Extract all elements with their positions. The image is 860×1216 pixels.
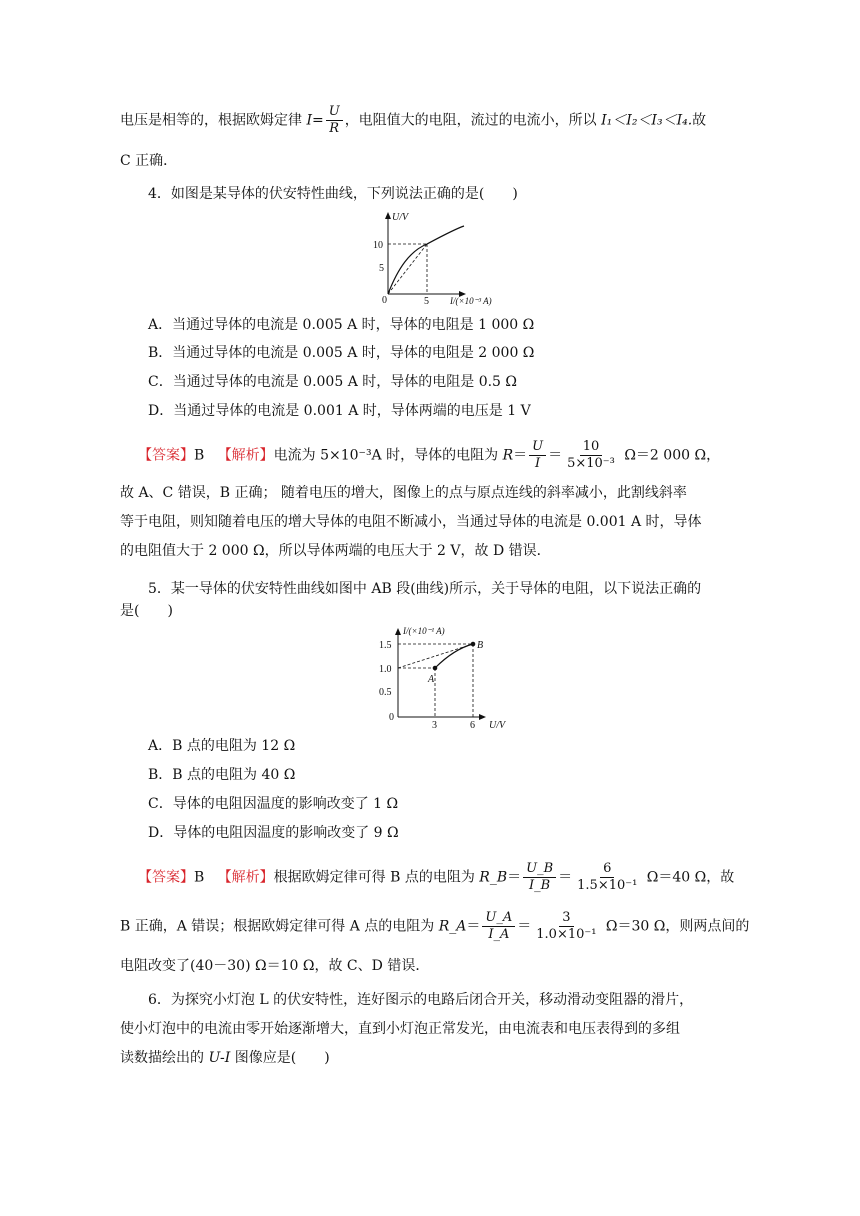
q3-text-b: ，电阻值大的电阻，流过的电流小，所以	[344, 112, 602, 129]
q5-label-a: A	[428, 674, 435, 685]
q5-frac2-den: 1.5×10⁻¹	[577, 878, 638, 893]
q4-option-d: D．当通过导体的电流是 0.001 A 时，导体两端的电压是 1 V	[148, 403, 531, 419]
q5-graph	[376, 622, 526, 730]
q5-stem-line2: 是( )	[120, 603, 173, 619]
q4-graph	[370, 208, 520, 308]
q5-y-tick-10: 1.0	[379, 664, 392, 675]
q5-frac4	[533, 910, 599, 943]
q5-frac1	[523, 861, 556, 894]
q4-y-label: U/V	[392, 212, 409, 223]
q4-analysis-line4: 的电阻值大于 2 000 Ω，所以导体两端的电压大于 2 V，故 D 错误．	[120, 543, 551, 559]
q5-option-c: C．导体的电阻因温度的影响改变了 1 Ω	[148, 796, 399, 812]
q6-line1: 6．为探究小灯泡 L 的伏安特性，连好图示的电路后闭合开关，移动滑动变阻器的滑片，	[148, 992, 694, 1008]
q4-origin: 0	[382, 295, 387, 306]
q5-frac2	[574, 861, 640, 894]
q5-analysis-line2-a: B 正确，A 错误；根据欧姆定律可得 A 点的电阻为	[120, 918, 439, 935]
q3-eq: =	[311, 112, 324, 129]
q4-stem: 4．如图是某导体的伏安特性曲线，下列说法正确的是( )	[148, 186, 518, 202]
q5-frac1-num: U_B	[523, 861, 556, 878]
q5-analysis-line3: 电阻改变了(40－30) Ω＝10 Ω，故 C、D 错误．	[120, 958, 430, 974]
q5-x-arrow-icon	[479, 714, 486, 720]
q6-line3-a: 读数描绘出的	[120, 1050, 209, 1066]
q5-stem-line1: 5．某一导体的伏安特性曲线如图中 AB 段(曲线)所示，关于导体的电阻，以下说法正确的	[148, 581, 702, 597]
q5-frac1-den: I_B	[529, 878, 551, 893]
q5-y-tick-15: 1.5	[379, 640, 392, 651]
q5-option-d: D．导体的电阻因温度的影响改变了 9 Ω	[148, 825, 399, 841]
q3-frac-num: U	[326, 104, 343, 121]
q3-relation: I₁＜I₂＜I₃＜I₄.	[601, 112, 693, 129]
q4-secant	[388, 244, 427, 294]
q6-ui: U-I	[208, 1050, 231, 1066]
q5-x-tick-6: 6	[470, 720, 475, 731]
q4-analysis-a: 电流为 5×10⁻³A 时，导体的电阻为	[273, 447, 503, 464]
q4-y-tick-10: 10	[373, 240, 383, 251]
q5-var-ra: R_A	[438, 918, 467, 935]
q4-x-label: I/(×10⁻³ A)	[450, 296, 492, 306]
q4-answer: B	[194, 447, 205, 464]
q5-answer-tag: 【答案】	[138, 869, 194, 886]
q5-frac3	[482, 910, 515, 943]
q5-frac3-num: U_A	[482, 910, 515, 927]
q5-point-a	[433, 666, 438, 671]
q5-frac4-den: 1.0×10⁻¹	[536, 927, 597, 942]
q5-point-b	[471, 642, 476, 647]
q5-secant	[398, 644, 473, 668]
q5-x-label: U/V	[489, 720, 506, 731]
q4-frac1	[529, 439, 546, 472]
q4-option-c: C．当通过导体的电流是 0.005 A 时，导体的电阻是 0.5 Ω	[148, 374, 518, 390]
q5-x-tick-3: 3	[432, 720, 437, 731]
q3-frac-den: R	[329, 121, 340, 136]
q5-answer: B	[194, 869, 205, 886]
q6-line3-b: 图像应是( )	[230, 1050, 330, 1066]
q5-answer-line: 【答案】B 【解析】根据欧姆定律可得 B 点的电阻为 R_B＝ $\frac{U\_B}{I\_B}$ ＝ $\frac{6}{\text{1.5×10⁻¹}}$ Ω＝40 Ω，故	[138, 861, 735, 893]
q4-curve	[388, 226, 464, 294]
q4-y-arrow-icon	[385, 212, 391, 219]
q5-y-tick-05: 0.5	[379, 687, 392, 698]
q5-y-label: I/(×10⁻¹ A)	[403, 626, 445, 636]
q5-option-a: A．B 点的电阻为 12 Ω	[148, 738, 296, 754]
q4-x-tick-5: 5	[424, 296, 429, 307]
q5-label-b: B	[477, 640, 484, 651]
q5-frac3-den: I_A	[488, 927, 510, 942]
q4-answer-tag: 【答案】	[138, 447, 194, 464]
q3-var-i: I	[306, 112, 312, 129]
q5-frac4-num: 3	[559, 910, 573, 927]
q4-analysis-line3: 等于电阻，则知随着电压的增大导体的电阻不断减小，当通过导体的电流是 0.001 A 时，导体	[120, 514, 702, 530]
q5-analysis-tag: 【解析】	[217, 869, 274, 886]
q4-frac1-den: I	[535, 456, 541, 471]
q5-option-b: B．B 点的电阻为 40 Ω	[148, 767, 296, 783]
q5-y-arrow-icon	[395, 628, 401, 635]
q3-text-a: 电压是相等的，根据欧姆定律	[120, 112, 307, 129]
q4-frac2-num: 10	[580, 439, 603, 456]
q4-analysis-b: Ω＝2 000 Ω，	[619, 447, 721, 464]
q4-analysis-line2: 故 A、C 错误，B 正确； 随着电压的增大，图像上的点与原点连线的斜率减小，此割线斜率	[120, 485, 687, 501]
q5-analysis-line2-b: Ω＝30 Ω，则两点间的	[601, 918, 750, 935]
q3-text-c: 故	[692, 112, 707, 129]
q5-analysis-line2: B 正确，A 错误；根据欧姆定律可得 A 点的电阻为 R_A＝ $\frac{U\_A}{I\_A}$ ＝ $\frac{3}{\text{1.0×10⁻¹}}$ Ω＝30 Ω，则两点间的	[120, 910, 750, 942]
q4-frac2-den: 5×10⁻³	[567, 456, 615, 471]
q4-frac2	[564, 439, 618, 472]
q4-option-a: A．当通过导体的电流是 0.005 A 时，导体的电阻是 1 000 Ω	[148, 317, 535, 333]
q6-line3	[120, 1047, 330, 1069]
q5-analysis-b: Ω＝40 Ω，故	[642, 869, 735, 886]
q4-analysis-tag: 【解析】	[217, 447, 274, 464]
q3-fraction	[326, 104, 343, 137]
q4-answer-line: 【答案】B 【解析】电流为 5×10⁻³A 时，导体的电阻为 R＝ $\frac{U}{I}$ ＝ $\frac{10}{\text{5×10⁻³}}$ Ω＝2 000 Ω，	[138, 439, 721, 471]
q5-frac2-num: 6	[600, 861, 614, 878]
q4-option-b: B．当通过导体的电流是 0.005 A 时，导体的电阻是 2 000 Ω	[148, 345, 535, 361]
q3-tail-line1	[120, 104, 706, 137]
q5-curve-ab	[435, 644, 473, 668]
q5-origin: 0	[389, 712, 394, 723]
q4-frac1-num: U	[529, 439, 546, 456]
q4-var-r: R	[502, 447, 514, 464]
q3-tail-line2: C 正确．	[120, 153, 178, 169]
q5-analysis-a: 根据欧姆定律可得 B 点的电阻为	[273, 869, 480, 886]
q6-line2: 使小灯泡中的电流由零开始逐渐增大，直到小灯泡正常发光，由电流表和电压表得到的多组	[120, 1021, 680, 1037]
q4-y-tick-5: 5	[379, 263, 384, 274]
q5-var-rb: R_B	[479, 869, 508, 886]
